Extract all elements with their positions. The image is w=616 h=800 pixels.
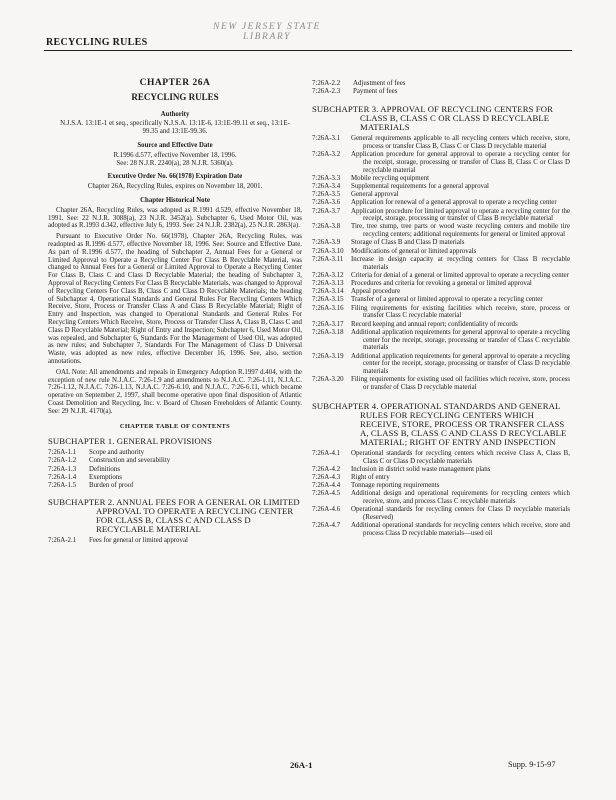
toc-item — [312, 183, 570, 191]
toc-item: 7:26A-2.3 Payment of fees — [312, 88, 398, 96]
toc-item — [312, 296, 570, 304]
left-column — [48, 80, 302, 545]
toc-item-title: Additional operational standards for recycling centers which receive, store and process Class D recyclable materials—used oil — [351, 522, 570, 538]
toc-item — [312, 329, 570, 352]
executive-order-heading: Executive Order No. 66(1978) Expiration Date — [107, 173, 243, 181]
library-stamp — [192, 14, 342, 42]
subchapter-4-list — [312, 450, 570, 538]
toc-item-number: 7:26A-4.6 — [312, 506, 341, 514]
toc-item — [312, 522, 570, 538]
toc-item-title: Application procedure for general approval to operate a recycling center for the receipt, storage, processing or transfer of Class B, Class C or Class D recyclable material — [351, 150, 570, 174]
toc-heading: CHAPTER TABLE OF CONTENTS — [119, 423, 231, 431]
toc-item-title: Supplemental requirements for a general approval — [351, 182, 489, 190]
toc-item-number: 7:26A-3.13 — [312, 280, 344, 288]
library-stamp-text: NEW JERSEY STATE LIBRARY — [213, 22, 321, 42]
toc-item-number: 7:26A-3.12 — [312, 271, 344, 279]
toc-item — [312, 248, 570, 256]
subchapter-2-title: SUBCHAPTER 2. ANNUAL FEES FOR A GENERAL OR LIMITED APPROVAL TO OPERATE A RECYCLING CENTER FOR CLASS B, CLASS C AND CLASS D RECYCLABLE MATERIAL — [48, 496, 300, 534]
historical-note-p2: Pursuant to Executive Order No. 66(1978), Chapter 26A, Recycling Rules, was readopted as R.1996 d.577, effective November 18, 1996. See: Source and Effective Date. As part of R.1996 d.577, the heading of Subchapter 2, Annual Fees for a General or Limited Approval to Operate a Recycling Center For Class B Recyclable Material, was changed to Annual Fees for a General or Limited Approval to Operate a Recycling Center For Class B, Class C and Class D Recyclable Material; the heading of Subchapter 3, Approval of Recycling Centers For Class B Recyclable Materials, was changed to Approval of Recycling Centers For Class B, Class C and Class D Recyclable Materials; the heading of Subchapter 4, Operational Standards and General Rules For Recycling Centers Which Receive, Store, Process or Transfer Class A and Class B Recyclable Material; Right of Entry and Inspection, was changed to Operational Standards and General Rules For Recycling Centers Which Receive, Store, Process or Transfer Class A, Class B, Class C and Class D Recyclable Material; Right of Entry and Inspection; Subchapter 6, Used Motor Oil, was repealed, and Subchapter 6, Standards For the Management of Used Oil, was adopted as new rules; and Subchapter 7, Standards For The Management of Class D Universal Waste, was adopted as new rules, effective December 16, 1996. See, also, section annotations. — [48, 233, 302, 365]
toc-item — [312, 482, 570, 490]
toc-item: 7:26A-1.1 Scope and authority — [48, 449, 145, 457]
toc-item: 7:26A-1.3 Definitions — [48, 465, 121, 473]
toc-item — [312, 321, 570, 329]
toc-item — [312, 239, 570, 247]
authority-heading: Authority — [160, 110, 190, 118]
subchapter-3-list — [312, 135, 570, 392]
toc-item-number: 7:26A-3.7 — [312, 207, 341, 215]
toc-item — [312, 280, 570, 288]
toc-item-number: 7:26A-4.1 — [312, 449, 341, 457]
toc-item-number: 7:26A-3.3 — [312, 174, 341, 182]
toc-item — [312, 466, 570, 474]
subchapter-1-list — [48, 449, 302, 490]
toc-item-title: Procedures and criteria for revoking a general or limited approval — [351, 280, 532, 288]
toc-item — [312, 305, 570, 321]
toc-item — [312, 175, 570, 183]
toc-item-number: 7:26A-3.11 — [312, 255, 344, 263]
historical-note-p1: Chapter 26A, Recycling Rules, was adopted as R.1991 d.529, effective November 18, 1991. See: 22 N.J.R. 3088(a), 23 N.J.R. 3452(a). Subchapter 6, Used Motor Oil, was adopted as R.1993 d.342, effective July 6, 1993. See: 24 N.J.R. 2382(a), 25 N.J.R. 2863(a). — [48, 206, 302, 230]
right-column — [312, 80, 570, 538]
chapter-title: RECYCLING RULES — [131, 91, 219, 102]
source-text-1: R.1996 d.577, effective November 18, 1996. — [113, 151, 237, 159]
toc-item — [312, 490, 570, 506]
toc-item-title: Additional design and operational requirements for recycling centers which receive, store, and process Class C recyclable materials — [351, 490, 570, 506]
toc-item-title: General requirements applicable to all recycling centers which receive, store, process or transfer Class B, Class C or Class D recyclable material — [351, 134, 570, 150]
toc-item-title: Criteria for denial of a general or limited approval to operate a recycling center — [351, 271, 569, 279]
toc-item-number: 7:26A-3.16 — [312, 304, 344, 312]
toc-item: 7:26A-1.4 Exemptions — [48, 473, 122, 481]
toc-item-number: 7:26A-3.5 — [312, 191, 341, 199]
source-text-2: See: 28 N.J.R. 2240(a), 28 N.J.R. 5360(a). — [116, 159, 234, 167]
toc-item: 7:26A-1.5 Burden of proof — [48, 482, 134, 490]
toc-item-title: Modifications of general or limited approvals — [351, 247, 477, 255]
subchapter-4-title: SUBCHAPTER 4. OPERATIONAL STANDARDS AND GENERAL RULES FOR RECYCLING CENTERS WHICH RECEIVE, STORE, PROCESS OR TRANSFER CLASS A, CLASS B, CLASS C AND CLASS D RECYCLABLE MATERIAL; RIGHT OF ENTRY AND INSPECTION — [312, 400, 567, 447]
toc-item-title: Record keeping and annual report; confidentiality of records — [351, 320, 518, 328]
toc-item-title: Tire, tree stump, tree parts or wood waste recycling centers and mobile tire recycling centers; additional requirements for general or limited approval — [351, 223, 570, 239]
toc-item-number: 7:26A-4.2 — [312, 465, 341, 473]
toc-item-title: Application procedure for limited approval to operate a recycling center for the receipt, storage, processing or transfer of Class B recyclable material — [351, 207, 570, 223]
toc-item-title: Appeal procedure — [351, 288, 401, 296]
toc-item-title: Filing requirements for existing used oil facilities which receive, store, process or transfer of Class D recyclable material — [351, 376, 570, 392]
toc-item-title: Mobile recycling equipment — [351, 174, 430, 182]
toc-item — [312, 506, 570, 522]
toc-item-title: Operational standards for recycling centers which receive Class A, Class B, Class C or Class D recyclable materials — [351, 449, 570, 465]
toc-item — [312, 151, 570, 174]
toc-item-number: 7:26A-3.20 — [312, 376, 344, 384]
toc-item-number: 7:26A-3.9 — [312, 239, 341, 247]
toc-item-number: 7:26A-3.4 — [312, 182, 341, 190]
toc-item-number: 7:26A-4.7 — [312, 522, 341, 530]
toc-item-number: 7:26A-3.14 — [312, 288, 344, 296]
historical-note-heading: Chapter Historical Note — [140, 196, 210, 204]
toc-item — [312, 256, 570, 272]
chapter-number: CHAPTER 26A — [139, 78, 211, 88]
toc-item-title: Application for renewal of a general approval to operate a recycling center — [351, 199, 557, 207]
toc-item-title: Tonnage reporting requirements — [351, 482, 440, 490]
toc-item-number: 7:26A-3.19 — [312, 352, 344, 360]
supplement-date: Supp. 9-15-97 — [508, 760, 556, 769]
toc-item-number: 7:26A-3.6 — [312, 199, 341, 207]
toc-item-number: 7:26A-3.18 — [312, 328, 344, 336]
toc-item-title: Inclusion in district solid waste management plans — [351, 465, 491, 473]
subchapter-1-title: SUBCHAPTER 1. GENERAL PROVISIONS — [48, 436, 213, 447]
toc-item — [312, 199, 570, 207]
toc-item: 7:26A-2.1 Fees for general or limited approval — [48, 536, 188, 544]
source-heading: Source and Effective Date — [137, 141, 213, 149]
toc-item: 7:26A-1.2 Construction and severability — [48, 457, 171, 465]
toc-item — [312, 135, 570, 151]
toc-item — [312, 474, 570, 482]
running-head: RECYCLING RULES — [46, 37, 148, 48]
toc-item-number: 7:26A-3.15 — [312, 296, 344, 304]
toc-item-title: General approval — [351, 191, 399, 199]
toc-item-title: Storage of Class B and Class D materials — [351, 239, 465, 247]
toc-item-number: 7:26A-3.17 — [312, 320, 344, 328]
authority-text: N.J.S.A. 13:1E-1 et seq., specifically N.J.S.A. 13:1E-6, 13:1E-99.11 et seq., 13:1E-99.35 and 13:1E-99.36. — [60, 120, 290, 136]
toc-item-title: Additional application requirements for general approval to operate a recycling center for the receipt, storage, processing or transfer of Class D recyclable materials — [351, 352, 570, 376]
toc-item-number: 7:26A-4.5 — [312, 490, 341, 498]
toc-item-number: 7:26A-3.10 — [312, 247, 344, 255]
toc-item — [312, 376, 570, 392]
toc-item — [312, 191, 570, 199]
toc-item-title: Operational standards for recycling centers for Class D recyclable materials (Reserved) — [351, 506, 570, 522]
toc-item: 7:26A-2.2 Adjustment of fees — [312, 80, 406, 87]
toc-item-title: Filing requirements for existing facilities which receive, store, process or transfer Class C recyclable material — [351, 304, 570, 320]
executive-order-text: Chapter 26A, Recycling Rules, expires on November 18, 2001. — [87, 183, 263, 191]
toc-item-title: Additional application requirements for general approval to operate a recycling center for the receipt, storage, processing or transfer of Class C recyclable materials — [351, 328, 570, 352]
toc-item-number: 7:26A-4.4 — [312, 482, 341, 490]
subchapter-3-title: SUBCHAPTER 3. APPROVAL OF RECYCLING CENTERS FOR CLASS B, CLASS C OR CLASS D RECYCLABLE MATERIALS — [312, 103, 553, 132]
header-rule — [44, 50, 572, 51]
toc-item — [312, 272, 570, 280]
toc-item-title: Transfer of a general or limited approval to operate a recycling center — [351, 296, 543, 304]
page-number: 26A-1 — [290, 760, 313, 770]
toc-item — [312, 450, 570, 466]
historical-note-p3: OAL Note: All amendments and repeals in Emergency Adoption R.1997 d.404, with the exception of new rule N.J.A.C. 7:26-1.9 and amendments to N.J.A.C. 7:26-1.11, N.J.A.C. 7:26-1.12, N.J.A.C. 7:26-1.13, N.J.A.C. 7:26-6.10, and N.J.A.C. 7:26-6.11, which became operative on September 2, 1997, shall become operative upon final disposition of Atlantic Coast Demolition and Recycling, Inc. v. Board of Chosen Freeholders of Atlantic County. See: 29 N.J.R. 4170(a). — [48, 368, 302, 415]
toc-item — [312, 223, 570, 239]
toc-item-title: Right of entry — [351, 474, 390, 482]
toc-item — [312, 353, 570, 376]
toc-item — [312, 288, 570, 296]
toc-item-number: 7:26A-4.3 — [312, 474, 341, 482]
toc-item-number: 7:26A-3.2 — [312, 150, 341, 158]
toc-item-number: 7:26A-3.1 — [312, 134, 341, 142]
toc-item-number: 7:26A-3.8 — [312, 223, 341, 231]
toc-item-title: Increase in design capacity at recycling centers for Class B recyclable materials — [351, 255, 570, 271]
toc-item — [312, 208, 570, 224]
